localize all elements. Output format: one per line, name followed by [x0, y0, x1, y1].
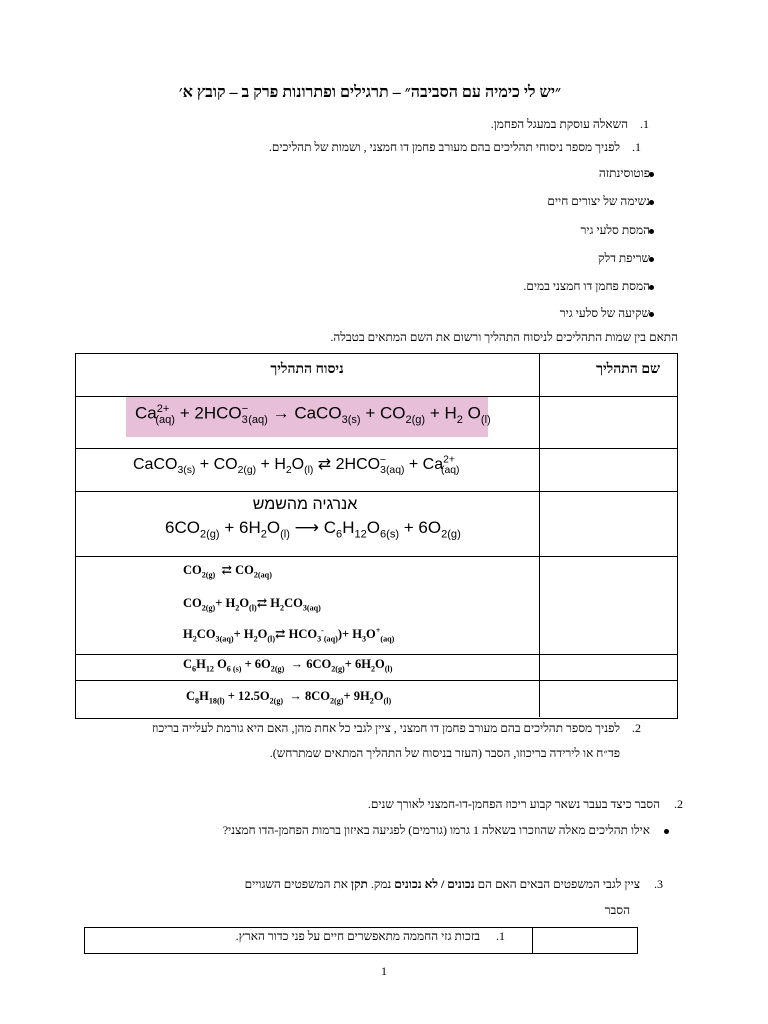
section-1-number: .1: [640, 117, 649, 131]
list-item: נשימה של יצורים חיים: [547, 194, 650, 208]
statement-table-divider: [532, 927, 533, 953]
table-row-divider: [75, 654, 677, 655]
question-2-number: .2: [632, 721, 641, 735]
page-title: ״יש לי כימיה עם הסביבה״ – תרגילים ופתרונות פרק ב – קובץ א׳: [178, 84, 562, 101]
question-1-number: .1: [632, 140, 641, 154]
list-item: שקיעה של סלעי גיר: [559, 306, 650, 320]
section-3-instruction: [245, 877, 640, 892]
section-3-text-part-2: נמק.: [367, 877, 395, 891]
equation-limestone-precipitation: $Ca^{2+}_{(aq)} + 2HCO_3^-_{(aq)}$ → CaCO$_{3(s)}$ + $CO_{2(g)} + H_2$ $O_{(l)}$: [135, 403, 491, 427]
statement-1-number: .1: [496, 929, 505, 943]
list-item: המסת פחמן דו חמצני במים.: [523, 279, 650, 293]
equation-carbonic-dissociation: $H_2CO_{3(aq)}+$ $H_2O_{(l)}⇄$ $HCO_3^-_{(aq)})+ H_3O^+_{(aq)}$: [183, 626, 395, 644]
list-item: שריפת דלק: [598, 251, 650, 265]
section-3-text-part-3: את המשפטים השגויים: [244, 877, 352, 891]
equation-respiration: $C_6H_{12}$ $O_{6 (s)} + 6O_{2(g)} \to 6CO_{2(g)}+ 6H_2O_{(l)}$: [183, 657, 393, 674]
section-3-text-part-1: ציין לגבי המשפטים הבאים האם הם: [474, 877, 640, 891]
table-row-divider: [75, 448, 677, 449]
list-item: המסת סלעי גיר: [580, 223, 650, 237]
bullet-icon: [664, 829, 669, 834]
equation-carbonic-acid: $CO_{2(g)}+$ $H_2O_{(l)}⇄$ $H_2CO_{3(aq)}$: [183, 596, 321, 613]
table-header-process-formula: ניסוח התהליך: [270, 362, 344, 377]
table-row-divider: [75, 680, 677, 681]
match-instruction: התאם בין שמות התהליכים לניסוח התהליך ורשום את השם המתאים בטבלה.: [330, 330, 678, 344]
question-2-line-2: פד״ח או לירידה בריכוזו, הסבר (העזר בניסוח של התהליך המתאים שמתרחש).: [269, 746, 620, 760]
table-header-process-name: שם התהליך: [596, 362, 660, 377]
section-3-bold-correct: תקן: [351, 877, 368, 891]
table-row-divider: [75, 556, 677, 557]
section-2-text: הסבר כיצד בעבר נשאר קבוע ריכוז הפחמן-דו-חמצני לאורך שנים.: [367, 797, 660, 811]
section-3-bold-true-false: נכונים / לא נכונים: [394, 877, 475, 891]
table-column-divider: [539, 353, 540, 717]
equation-co2-dissolve: $CO_{2(g)}$ ⇄ $CO_{2(aq)}$: [183, 563, 272, 580]
section-3-line-2: הסבר: [604, 903, 630, 917]
question-2-line-1: לפניך מספר תהליכים בהם מעורב פחמן דו חמצני , ציין לגבי כל אחת מהן, האם היא גורמת לעלייה בריכוז: [151, 721, 620, 735]
section-1-text: השאלה עוסקת במעגל הפחמן.: [490, 117, 628, 131]
solar-energy-label: אנרגיה מהשמש: [252, 496, 358, 513]
section-2-bullet-text: אילו תהליכים מאלה שהוזכרו בשאלה 1 גרמו (גורמים) לפגיעה באיזון ברמות הפחמן-הדו חמצני?: [222, 823, 650, 837]
question-1-text: לפניך מספר ניסוחי תהליכים בהם מעורב פחמן דו חמצני , ושמות של תהליכים.: [268, 140, 620, 154]
equation-photosynthesis: $6CO_{2(g)} + 6H_2O_{(l)}$ ⟶ $C_6H_{12}O_{6(s)} + 6O_{2(g)}$: [165, 518, 461, 541]
statement-1-text: בזכות גזי החממה מתאפשרים חיים על פני כדור הארץ.: [235, 929, 480, 943]
list-item: פוטוסינתזה: [598, 166, 650, 180]
table-row-divider: [75, 491, 677, 492]
page-number: 1: [381, 964, 387, 978]
equation-limestone-dissolution: CaCO$_{3(s)}$ + $CO_{2(g)} + H_2O_{(l)}$ ⇄ $2HCO_3^-_{(aq)} + Ca^{2+}_{(aq)}$: [133, 454, 460, 477]
equation-fuel-combustion: $C_8H_{18(l)} + 12.5O_{2(g)} \to 8CO_{2(g)}+ 9H_2O_{(l)}$: [186, 689, 392, 706]
section-2-number: .2: [674, 797, 683, 811]
section-3-number: .3: [654, 877, 663, 891]
